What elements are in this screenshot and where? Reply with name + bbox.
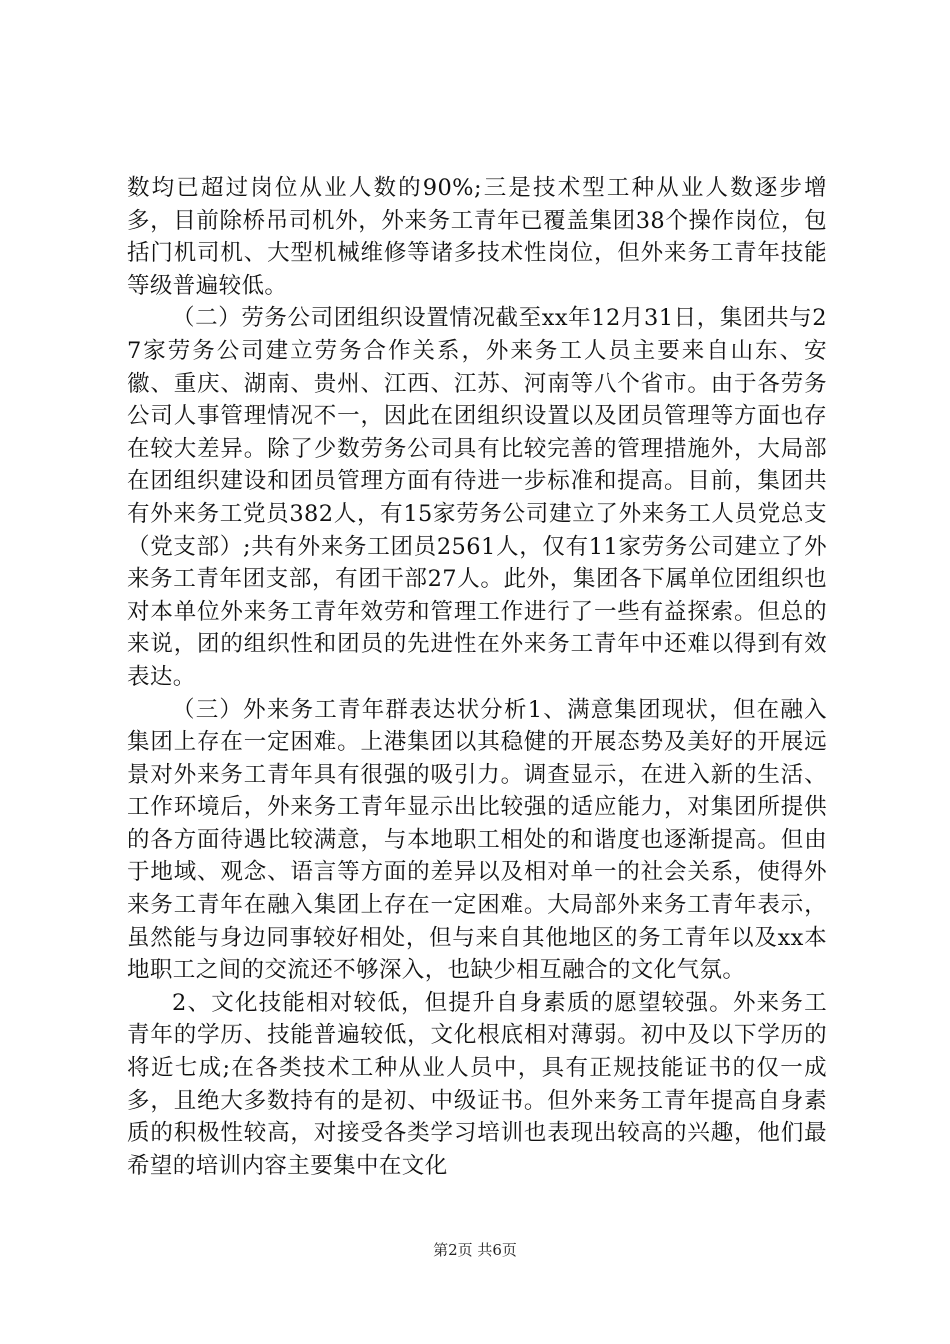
paragraph-continuation: 数均已超过岗位从业人数的90%;三是技术型工种从业人数逐步增多，目前除桥吊司机外，外来务工青年已覆盖集团38个操作岗位，包括门机司机、大型机械维修等诸多技术性岗位，但外来务工青年技能等级普遍较低。	[127, 175, 827, 299]
page-footer	[0, 1240, 950, 1260]
paragraph-section-three: （三）外来务工青年群表达状分析1、满意集团现状，但在融入集团上存在一定困难。上港集团以其稳健的开展态势及美好的开展远景对外来务工青年具有很强的吸引力。调查显示，在进入新的生活、工作环境后，外来务工青年显示出比较强的适应能力，对集团所提供的各方面待遇比较满意，与本地职工相处的和谐度也逐渐提高。但由于地域、观念、语言等方面的差异以及相对单一的社会关系，使得外来务工青年在融入集团上存在一定困难。大局部外来务工青年表示，虽然能与身边同事较好相处，但与来自其他地区的务工青年以及xx本地职工之间的交流还不够深入，也缺少相互融合的文化气氛。	[127, 696, 827, 984]
paragraph-section-two: （二）劳务公司团组织设置情况截至xx年12月31日，集团共与27家劳务公司建立劳务合作关系，外来务工人员主要来自山东、安徽、重庆、湖南、贵州、江西、江苏、河南等八个省市。由于各劳务公司人事管理情况不一，因此在团组织设置以及团员管理等方面也存在较大差异。除了少数劳务公司具有比较完善的管理措施外，大局部在团组织建设和团员管理方面有待进一步标准和提高。目前，集团共有外来务工党员382人，有15家劳务公司建立了外来务工人员党总支（党支部）;共有外来务工团员2561人，仅有11家劳务公司建立了外来务工青年团支部，有团干部27人。此外，集团各下属单位团组织也对本单位外来务工青年效劳和管理工作进行了一些有益探索。但总的来说，团的组织性和团员的先进性在外来务工青年中还难以得到有效表达。	[127, 305, 827, 690]
document-body	[127, 172, 827, 1182]
paragraph-point-two: 2、文化技能相对较低，但提升自身素质的愿望较强。外来务工青年的学历、技能普遍较低，文化根底相对薄弱。初中及以下学历的将近七成;在各类技术工种从业人员中，具有正规技能证书的仅一成多，且绝大多数持有的是初、中级证书。但外来务工青年提高自身素质的积极性较高，对接受各类学习培训也表现出较高的兴趣，他们最希望的培训内容主要集中在文化	[127, 989, 827, 1179]
page-number-label: 第2页 共6页	[433, 1241, 517, 1259]
